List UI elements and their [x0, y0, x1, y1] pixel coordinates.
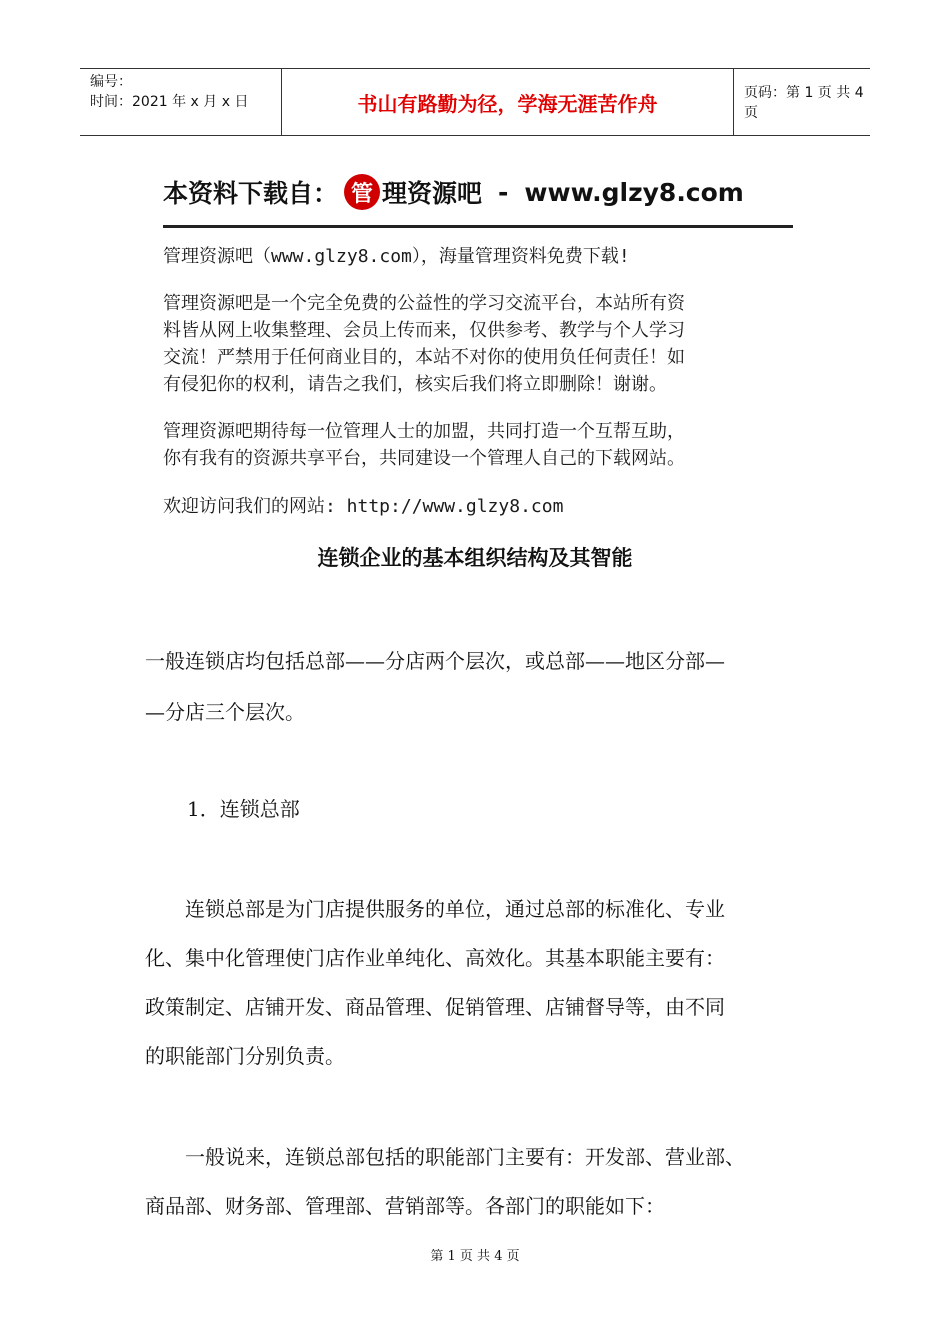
banner-invite-line: 你有我有的资源共享平台，共同建设一个管理人自己的下载网站。 [163, 448, 685, 469]
intro-line: 一般连锁店均包括总部——分店两个层次，或总部——地区分部— [145, 649, 725, 673]
header-table [80, 68, 870, 136]
banner-dash: - [498, 177, 509, 207]
banner-notice-line: 料皆从网上收集整理、会员上传而来，仅供参考、教学与个人学习 [163, 320, 685, 341]
banner-prefix: 本资料下载自： [163, 179, 339, 208]
banner-welcome-link[interactable]: 欢迎访问我们的网站: http://www.glzy8.com [163, 496, 564, 517]
banner-invite-line: 管理资源吧期待每一位管理人士的加盟，共同打造一个互帮互助， [163, 421, 685, 442]
banner-notice-line: 有侵犯你的权利，请告之我们，核实后我们将立即删除！谢谢。 [163, 374, 667, 395]
banner-notice-line: 交流！严禁用于任何商业目的，本站不对你的使用负任何责任！如 [163, 347, 685, 368]
document-title: 连锁企业的基本组织结构及其智能 [317, 546, 633, 570]
page-info-cell [734, 69, 870, 135]
time-label: 时间：2021 年 x 月 x 日 [90, 94, 249, 110]
slogan-cell [282, 69, 734, 135]
page-footer: 第 1 页 共 4 页 [430, 1249, 520, 1264]
paragraph-line: 的职能部门分别负责。 [145, 1044, 345, 1068]
slogan: 书山有路勤为径，学海无涯苦作舟 [357, 91, 658, 116]
section-heading: 1．连锁总部 [187, 797, 300, 821]
number-label: 编号： [90, 74, 132, 90]
banner-notice-line: 管理资源吧是一个完全免费的公益性的学习交流平台，本站所有资 [163, 293, 685, 314]
page-info: 页码：第 1 页 共 4 页 [744, 85, 864, 121]
download-banner-title [163, 172, 744, 212]
header-meta-cell [80, 69, 282, 135]
intro-line: —分店三个层次。 [145, 700, 305, 724]
paragraph-line: 一般说来，连锁总部包括的职能部门主要有：开发部、营业部、 [145, 1145, 745, 1169]
banner-site-name: 理资源吧 [382, 179, 483, 208]
banner-line-1: 管理资源吧（www.glzy8.com），海量管理资料免费下载! [163, 246, 630, 267]
paragraph-line: 商品部、财务部、管理部、营销部等。各部门的职能如下： [145, 1194, 665, 1218]
paragraph-line: 政策制定、店铺开发、商品管理、促销管理、店铺督导等，由不同 [145, 995, 725, 1019]
paragraph-line: 化、集中化管理使门店作业单纯化、高效化。其基本职能主要有： [145, 946, 725, 970]
site-logo-icon: 管 [344, 174, 380, 210]
banner-url[interactable]: www.glzy8.com [524, 177, 744, 207]
banner-divider [163, 225, 793, 228]
paragraph-line: 连锁总部是为门店提供服务的单位，通过总部的标准化、专业 [145, 897, 725, 921]
